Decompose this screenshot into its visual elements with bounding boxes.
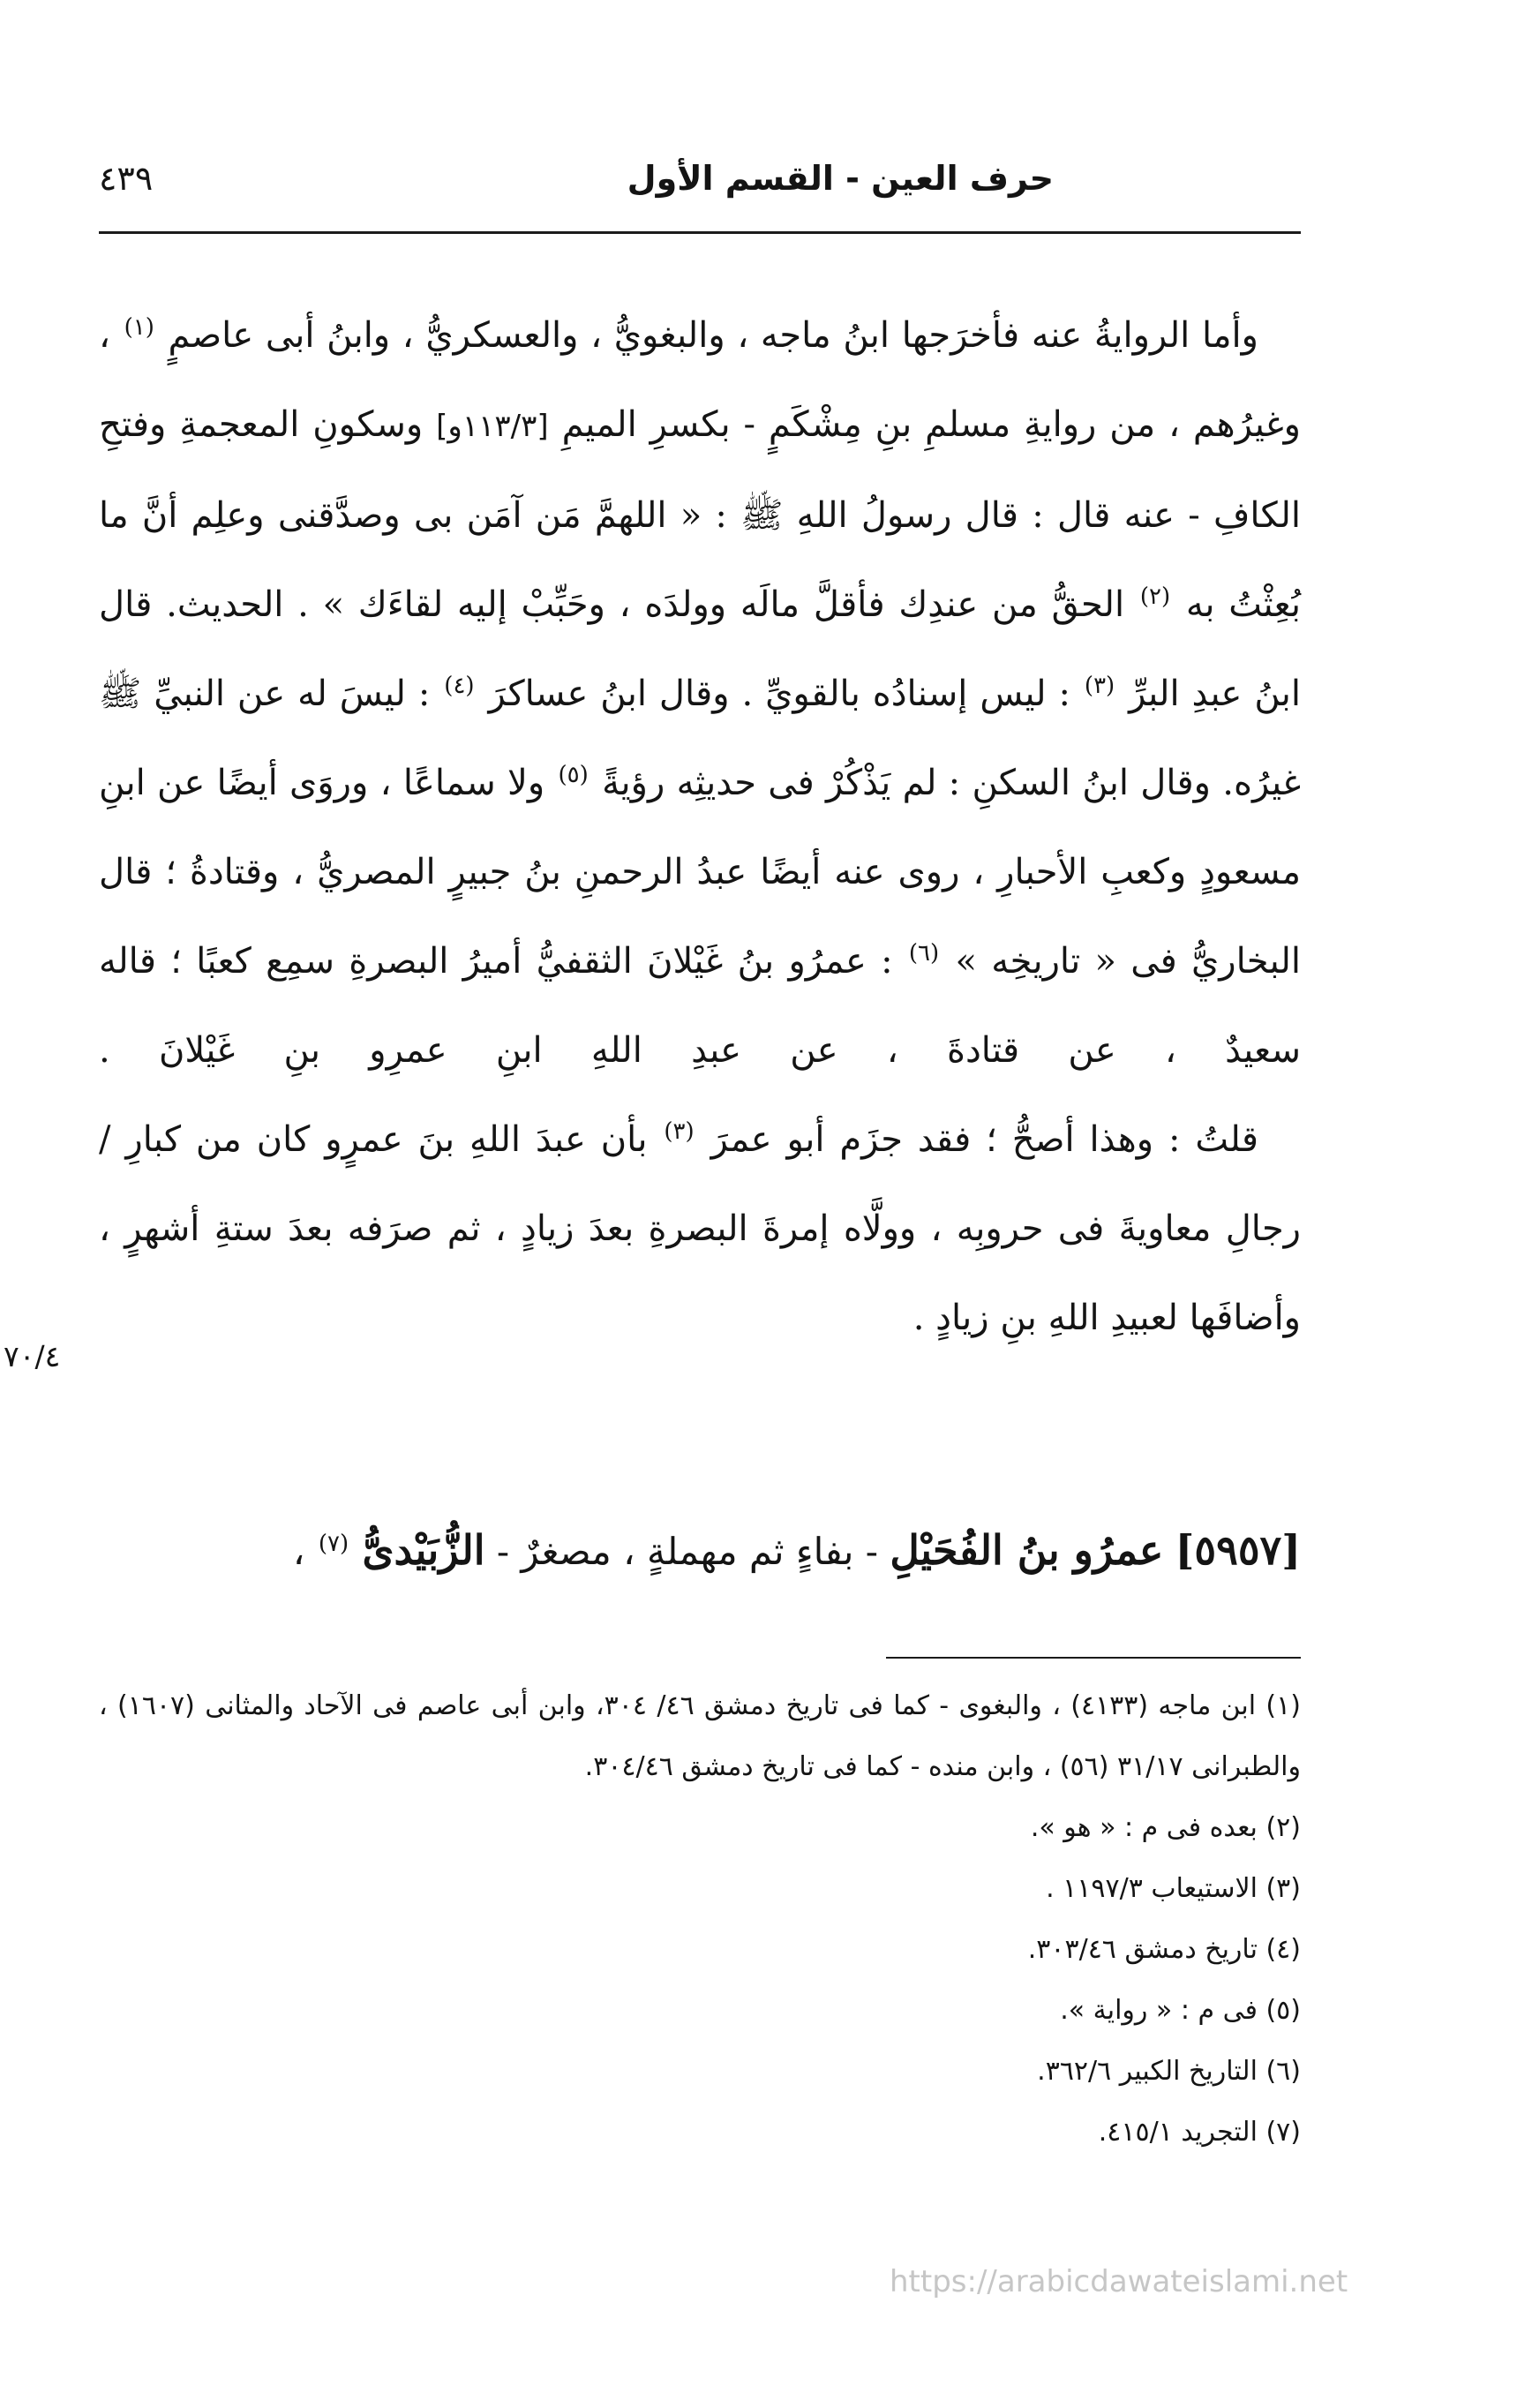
entry-nisba: الزُّبَيْدىُّ bbox=[362, 1526, 485, 1574]
volume-ref: [١١٣/٣و] bbox=[436, 409, 549, 444]
footnote-ref-3b[interactable]: (٣) bbox=[664, 1117, 695, 1145]
footnote-ref-5[interactable]: (٥) bbox=[558, 761, 589, 788]
text-run: الحقُّ من عندِك فأقلَّ مالَه وولدَه ، وحَبِّبْ إليه لقاءَك » . الحديث. قال ابنُ عبدِ البرِّ bbox=[99, 584, 1302, 714]
text-run: وأما الروايةُ عنه فأخرَجها ابنُ ماجه ، والبغويُّ ، والعسكريُّ ، وابنُ أبى عاصمٍ bbox=[168, 315, 1258, 356]
footnote-3: (٣) الاستيعاب ١١٩٧/٣ . bbox=[1046, 1873, 1301, 1904]
main-text bbox=[99, 291, 1301, 1363]
footnote-1: (١) ابن ماجه (٤١٣٣) ، والبغوى - كما فى تاريخ دمشق ٤٦/ ٣٠٤، وابن أبى عاصم فى الآحاد والمثانى (١٦٠٧) ، والطبرانى ٣١/١٧ (٥٦) ، وابن منده - كما فى تاريخ دمشق ٣٠٤/٤٦. bbox=[99, 1690, 1301, 1782]
page-number: ٤٣٩ bbox=[99, 159, 154, 198]
text-run: ولا سماعًا ، وروَى أيضًا عن ابنِ مسعودٍ وكعبِ الأحبارِ ، روى عنه أيضًا عبدُ الرحمنِ بنُ جبيرٍ المصريُّ ، وقتادةُ ؛ قال البخاريُّ فى « تاريخِه » bbox=[99, 763, 1301, 982]
entry-name: عمرُو بنُ الفُحَيْلِ bbox=[890, 1526, 1164, 1574]
footnote-4: (٤) تاريخ دمشق ٣٠٣/٤٦. bbox=[1027, 1934, 1301, 1965]
footnote-ref-7[interactable]: (٧) bbox=[318, 1531, 349, 1557]
text-run: : ليس إسنادُه بالقويِّ . وقال ابنُ عساكرَ bbox=[488, 673, 1070, 714]
entry-number: [٥٩٥٧] bbox=[1175, 1526, 1301, 1574]
entry-description: - بفاءٍ ثم مهملةٍ ، مصغرٌ - bbox=[496, 1530, 878, 1573]
footnote-ref-6[interactable]: (٦) bbox=[908, 939, 940, 967]
entry-tail: ، bbox=[292, 1530, 305, 1573]
header-rule bbox=[99, 231, 1301, 234]
running-head: حرف العين - القسم الأول bbox=[627, 159, 1054, 198]
text-run: وسكونِ المعجمةِ وفتحِ الكافِ - عنه قال : قال رسولُ اللهِ ﷺ : « اللهمَّ مَن آمَن بى وصدَّقنى وعلِم أنَّ ما بُعِثْتُ به bbox=[99, 404, 1302, 625]
paragraph-1 bbox=[99, 291, 1301, 1095]
text-run: : عمرُو بنُ غَيْلانَ الثقفيُّ أميرُ البصرةِ سمِع كعبًا ؛ قاله سعيدٌ ، عن قتادةَ ، عن عبدِ اللهِ ابنِ عمرِو بنِ غَيْلانَ . bbox=[99, 941, 1301, 1071]
footnote-rule bbox=[886, 1657, 1301, 1659]
footnote-ref-3[interactable]: (٣) bbox=[1084, 672, 1115, 699]
footnote-ref-4[interactable]: (٤) bbox=[444, 672, 475, 699]
text-run: بأن عبدَ اللهِ بنَ عمرٍو كان من كبارِ / رجالِ معاويةَ فى حروبِه ، وولَّاه إمرةَ البصرةِ بعدَ زيادٍ ، ثم صرَفه بعدَ ستةِ أشهرٍ ، وأضافَها لعبيدِ اللهِ بنِ زيادٍ . bbox=[99, 1119, 1301, 1338]
footnote-7: (٧) التجريد ٤١٥/١. bbox=[1098, 2117, 1301, 2148]
footnote-5: (٥) فى م : « رواية ». bbox=[1060, 1995, 1301, 2026]
watermark: https://arabicdawateislami.net bbox=[890, 2264, 1348, 2299]
text-run: قلتُ : وهذا أصحُّ ؛ فقد جزَم أبو عمرَ bbox=[710, 1119, 1259, 1160]
entry-heading bbox=[99, 1515, 1301, 1587]
footnotes bbox=[99, 1675, 1301, 2163]
footnote-ref-1[interactable]: (١) bbox=[124, 313, 154, 341]
margin-volume-note: ٧٠/٤ bbox=[4, 1339, 61, 1373]
paragraph-2 bbox=[99, 1095, 1301, 1363]
text-run: ، وغيرُهم ، من روايةِ مسلمِ بنِ مِشْكَمٍ - بكسرِ الميمِ bbox=[99, 315, 1301, 445]
footnote-2: (٢) بعده فى م : « هو ». bbox=[1030, 1812, 1301, 1843]
text-run: : ليسَ له عن النبيِّ ﷺ غيرُه. وقال ابنُ السكنِ : لم يَذْكُرْ فى حديثِه رؤيةً bbox=[99, 673, 1302, 803]
footnote-ref-2[interactable]: (٢) bbox=[1139, 583, 1171, 610]
footnote-6: (٦) التاريخ الكبير ٣٦٢/٦. bbox=[1037, 2056, 1301, 2087]
page-header bbox=[99, 159, 1301, 212]
